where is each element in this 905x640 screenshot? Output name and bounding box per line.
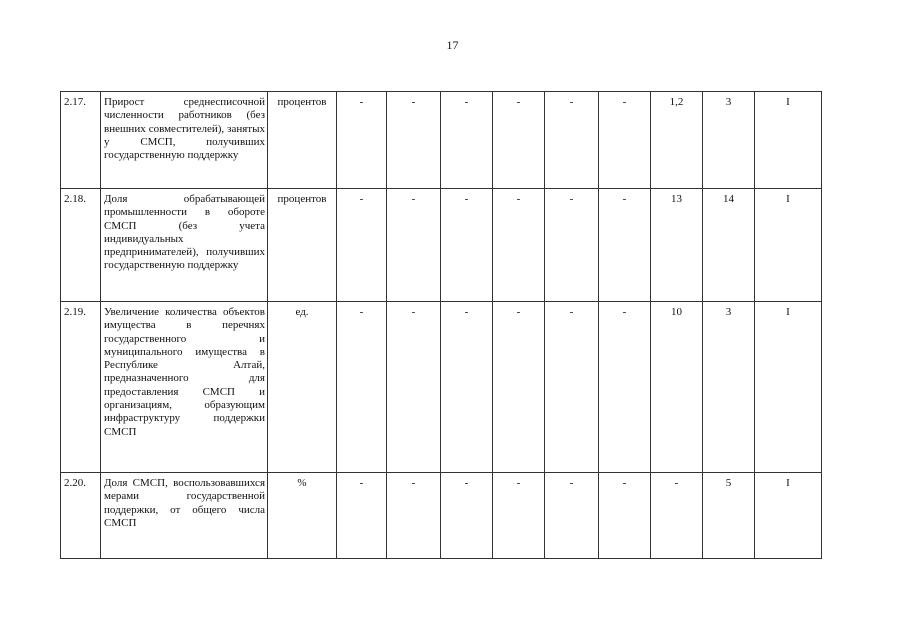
unit-cell: процентов — [268, 189, 337, 302]
value-cell: - — [599, 302, 651, 473]
value-cell: - — [599, 189, 651, 302]
value-cell: - — [493, 189, 545, 302]
value-cell: 10 — [651, 302, 703, 473]
value-cell: - — [545, 92, 599, 189]
page-number: 17 — [446, 38, 459, 52]
value-cell: I — [755, 302, 822, 473]
value-cell: - — [387, 302, 441, 473]
value-cell: I — [755, 189, 822, 302]
value-cell: - — [599, 92, 651, 189]
value-cell: 1,2 — [651, 92, 703, 189]
value-cell: - — [441, 473, 493, 559]
unit-cell: процентов — [268, 92, 337, 189]
indicator-name: Доля СМСП, воспользовавшихся мерами государственной поддержки, от общего числа СМСП — [101, 473, 268, 559]
value-cell: - — [441, 302, 493, 473]
table-row — [61, 302, 822, 473]
value-cell: 5 — [703, 473, 755, 559]
value-cell: - — [387, 92, 441, 189]
value-cell: 3 — [703, 92, 755, 189]
value-cell: 13 — [651, 189, 703, 302]
value-cell: - — [337, 473, 387, 559]
indicators-table — [60, 91, 822, 559]
row-number: 2.18. — [61, 189, 101, 302]
value-cell: I — [755, 473, 822, 559]
value-cell: - — [545, 302, 599, 473]
value-cell: - — [387, 473, 441, 559]
value-cell: I — [755, 92, 822, 189]
value-cell: - — [493, 473, 545, 559]
value-cell: - — [599, 473, 651, 559]
value-cell: - — [651, 473, 703, 559]
indicator-name: Прирост среднесписочной численности работников (без внешних совместителей), занятых у СМСП, получивших государственную поддержку — [101, 92, 268, 189]
value-cell: 3 — [703, 302, 755, 473]
value-cell: - — [337, 92, 387, 189]
value-cell: 14 — [703, 189, 755, 302]
row-number: 2.19. — [61, 302, 101, 473]
value-cell: - — [545, 473, 599, 559]
value-cell: - — [441, 92, 493, 189]
table-row — [61, 473, 822, 559]
table-row — [61, 189, 822, 302]
row-number: 2.17. — [61, 92, 101, 189]
value-cell: - — [493, 92, 545, 189]
value-cell: - — [493, 302, 545, 473]
value-cell: - — [441, 189, 493, 302]
indicator-name: Увеличение количества объектов имущества в перечнях государственного и муниципального имущества в Республике Алтай, предназначенного для предоставления СМСП и организациям, образующим инфраструктуру поддержки СМСП — [101, 302, 268, 473]
table-row — [61, 92, 822, 189]
unit-cell: % — [268, 473, 337, 559]
value-cell: - — [337, 302, 387, 473]
indicator-name: Доля обрабатывающей промышленности в обороте СМСП (без учета индивидуальных предпринимателей), получивших государственную поддержку — [101, 189, 268, 302]
value-cell: - — [337, 189, 387, 302]
value-cell: - — [545, 189, 599, 302]
row-number: 2.20. — [61, 473, 101, 559]
value-cell: - — [387, 189, 441, 302]
unit-cell: ед. — [268, 302, 337, 473]
